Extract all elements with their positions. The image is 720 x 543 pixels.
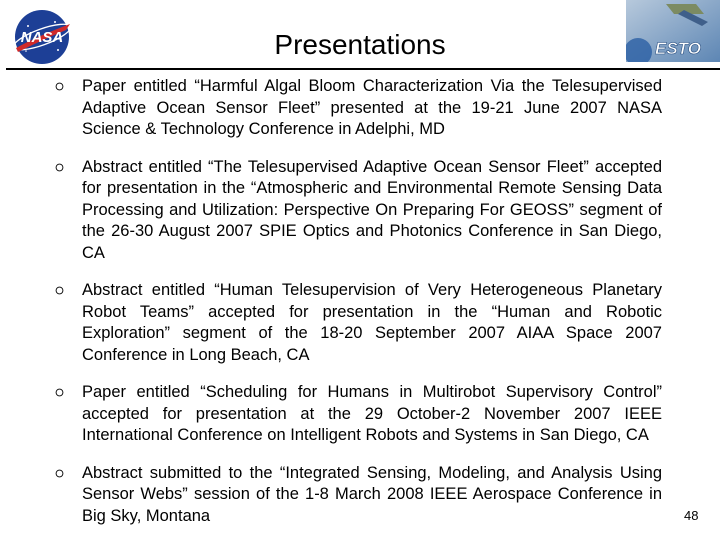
bullet-icon bbox=[55, 82, 64, 91]
nasa-logo-text: NASA bbox=[20, 29, 64, 46]
slide-title: Presentations bbox=[274, 29, 446, 60]
list-item-text: Abstract entitled “Human Telesupervision of Very Heterogeneous Planetary Robot Teams” accepted for presentation in the “Human and Robotic Exploration” segment of the 18-20 September 2007 AIAA Space 2007 Conference in Long Beach, CA bbox=[82, 281, 662, 364]
page-number: 48 bbox=[684, 508, 699, 523]
bullet-icon bbox=[55, 286, 64, 295]
bullet-icon bbox=[55, 163, 64, 172]
esto-logo-text: ESTO bbox=[655, 39, 701, 58]
list-item bbox=[50, 280, 662, 366]
list-item bbox=[50, 382, 662, 447]
bullet-icon bbox=[55, 469, 64, 478]
list-item-text: Abstract submitted to the “Integrated Sensing, Modeling, and Analysis Using Sensor Webs” session of the 1-8 March 2008 IEEE Aerospace Conference in Big Sky, Montana bbox=[82, 463, 662, 525]
list-item bbox=[50, 76, 662, 141]
bullet-icon bbox=[55, 388, 64, 397]
list-item-text: Paper entitled “Scheduling for Humans in Multirobot Supervisory Control” accepted for presentation at the 29 October-2 November 2007 IEEE International Conference on Intelligent Robots and Systems in San Diego, CA bbox=[82, 383, 662, 444]
bullet-list bbox=[50, 76, 662, 543]
list-item bbox=[50, 463, 662, 528]
list-item bbox=[50, 157, 662, 265]
list-item-text: Abstract entitled “The Telesupervised Adaptive Ocean Sensor Fleet” accepted for presentation in the “Atmospheric and Environmental Remote Sensing Data Processing and Utilization: Perspective On Preparing For GEOSS” segment of the 26-30 August 2007 SPIE Optics and Photonics Conference in San Diego, CA bbox=[82, 157, 662, 262]
list-item-text: Paper entitled “Harmful Algal Bloom Characterization Via the Telesupervised Adaptive Ocean Sensor Fleet” presented at the 19-21 June 2007 NASA Science & Technology Conference in Adelphi, MD bbox=[82, 77, 662, 138]
title-divider bbox=[6, 68, 720, 70]
